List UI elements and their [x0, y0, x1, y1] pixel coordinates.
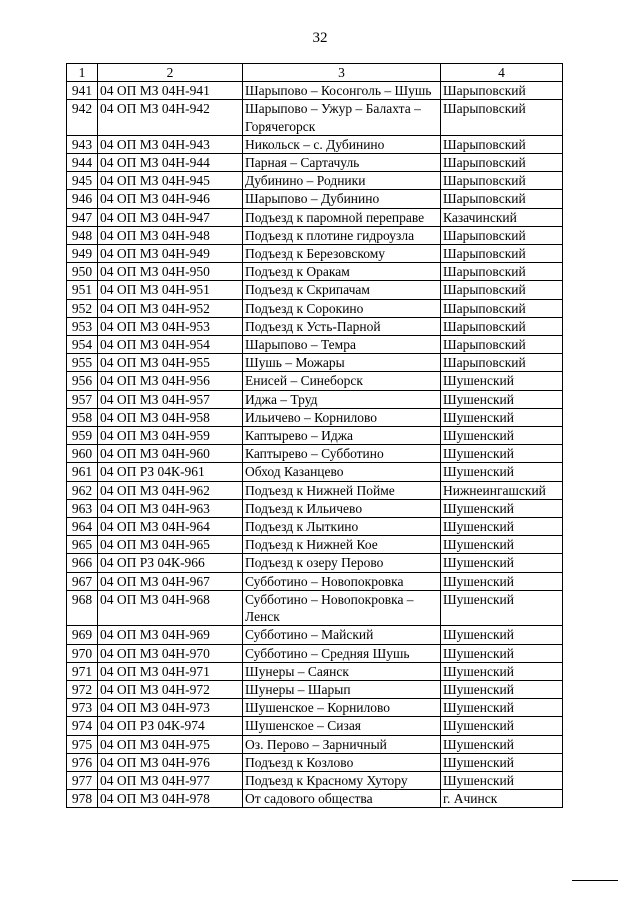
row-number-cell: 966	[67, 554, 98, 572]
road-name-cell: Субботино – Майский	[243, 626, 441, 644]
road-name-cell: Ильичево – Корнилово	[243, 408, 441, 426]
table-row	[67, 735, 563, 753]
row-number-cell: 961	[67, 463, 98, 481]
road-id-cell: 04 ОП МЗ 04Н-963	[98, 499, 243, 517]
row-number-cell: 978	[67, 790, 98, 808]
header-cell: 2	[98, 64, 243, 82]
row-number-cell: 950	[67, 263, 98, 281]
table-row	[67, 135, 563, 153]
road-id-cell: 04 ОП МЗ 04Н-944	[98, 154, 243, 172]
district-cell: Шушенский	[441, 554, 563, 572]
row-number-cell: 955	[67, 354, 98, 372]
footer-line	[572, 880, 618, 881]
district-cell: Шарыповский	[441, 190, 563, 208]
table-row	[67, 299, 563, 317]
table-row	[67, 100, 563, 135]
road-id-cell: 04 ОП МЗ 04Н-949	[98, 245, 243, 263]
district-cell: Шарыповский	[441, 172, 563, 190]
header-cell: 4	[441, 64, 563, 82]
row-number-cell: 953	[67, 317, 98, 335]
row-number-cell: 963	[67, 499, 98, 517]
road-id-cell: 04 ОП МЗ 04Н-958	[98, 408, 243, 426]
road-name-cell: Подъезд к Березовскому	[243, 245, 441, 263]
district-cell: Шушенский	[441, 680, 563, 698]
road-id-cell: 04 ОП МЗ 04Н-973	[98, 699, 243, 717]
road-name-cell: Подъезд к Оракам	[243, 263, 441, 281]
road-id-cell: 04 ОП МЗ 04Н-975	[98, 735, 243, 753]
road-id-cell: 04 ОП МЗ 04Н-948	[98, 226, 243, 244]
table-row	[67, 82, 563, 100]
row-number-cell: 945	[67, 172, 98, 190]
road-id-cell: 04 ОП МЗ 04Н-965	[98, 536, 243, 554]
district-cell: Шушенский	[441, 463, 563, 481]
road-name-cell: Енисей – Синеборск	[243, 372, 441, 390]
row-number-cell: 957	[67, 390, 98, 408]
district-cell: Шарыповский	[441, 135, 563, 153]
district-cell: Шарыповский	[441, 354, 563, 372]
table-row	[67, 354, 563, 372]
row-number-cell: 949	[67, 245, 98, 263]
district-cell: Шарыповский	[441, 226, 563, 244]
table-row	[67, 390, 563, 408]
district-cell: Шушенский	[441, 626, 563, 644]
road-name-cell: Подъезд к паромной переправе	[243, 208, 441, 226]
road-id-cell: 04 ОП МЗ 04Н-955	[98, 354, 243, 372]
road-name-cell: Парная – Сартачуль	[243, 154, 441, 172]
table-row	[67, 445, 563, 463]
district-cell: Шушенский	[441, 735, 563, 753]
road-id-cell: 04 ОП МЗ 04Н-970	[98, 644, 243, 662]
road-id-cell: 04 ОП МЗ 04Н-978	[98, 790, 243, 808]
road-name-cell: Подъезд к Нижней Кое	[243, 536, 441, 554]
row-number-cell: 977	[67, 771, 98, 789]
table-row	[67, 245, 563, 263]
road-id-cell: 04 ОП МЗ 04Н-969	[98, 626, 243, 644]
district-cell: Шушенский	[441, 499, 563, 517]
road-id-cell: 04 ОП МЗ 04Н-945	[98, 172, 243, 190]
district-cell: Шарыповский	[441, 82, 563, 100]
row-number-cell: 956	[67, 372, 98, 390]
road-name-cell: Шарыпово – Косонголь – Шушь	[243, 82, 441, 100]
table-row	[67, 572, 563, 590]
district-cell: Шарыповский	[441, 245, 563, 263]
table-row	[67, 336, 563, 354]
table-row	[67, 554, 563, 572]
road-name-cell: Оз. Перово – Зарничный	[243, 735, 441, 753]
table-row	[67, 753, 563, 771]
row-number-cell: 948	[67, 226, 98, 244]
table-row	[67, 263, 563, 281]
district-cell: Шарыповский	[441, 336, 563, 354]
road-name-cell: Субботино – Новопокровка	[243, 572, 441, 590]
district-cell: Шарыповский	[441, 317, 563, 335]
table-row	[67, 662, 563, 680]
table-row	[67, 427, 563, 445]
road-name-cell: Подъезд к озеру Перово	[243, 554, 441, 572]
district-cell: Шушенский	[441, 662, 563, 680]
road-name-cell: От садового общества	[243, 790, 441, 808]
row-number-cell: 973	[67, 699, 98, 717]
table-row	[67, 680, 563, 698]
table-row	[67, 790, 563, 808]
table-row	[67, 536, 563, 554]
row-number-cell: 959	[67, 427, 98, 445]
row-number-cell: 976	[67, 753, 98, 771]
row-number-cell: 968	[67, 590, 98, 625]
road-id-cell: 04 ОП МЗ 04Н-956	[98, 372, 243, 390]
district-cell: Шарыповский	[441, 299, 563, 317]
district-cell: г. Ачинск	[441, 790, 563, 808]
road-id-cell: 04 ОП МЗ 04Н-954	[98, 336, 243, 354]
road-name-cell: Шушь – Можары	[243, 354, 441, 372]
road-name-cell: Шунеры – Шарып	[243, 680, 441, 698]
road-id-cell: 04 ОП МЗ 04Н-972	[98, 680, 243, 698]
district-cell: Шарыповский	[441, 154, 563, 172]
road-id-cell: 04 ОП МЗ 04Н-941	[98, 82, 243, 100]
district-cell: Шушенский	[441, 536, 563, 554]
table-row	[67, 172, 563, 190]
row-number-cell: 974	[67, 717, 98, 735]
table-body	[67, 82, 563, 808]
table-row	[67, 699, 563, 717]
district-cell: Шушенский	[441, 390, 563, 408]
table-row	[67, 518, 563, 536]
district-cell: Шушенский	[441, 771, 563, 789]
row-number-cell: 941	[67, 82, 98, 100]
road-id-cell: 04 ОП МЗ 04Н-964	[98, 518, 243, 536]
road-id-cell: 04 ОП МЗ 04Н-968	[98, 590, 243, 625]
district-cell: Шушенский	[441, 572, 563, 590]
district-cell: Шушенский	[441, 372, 563, 390]
road-name-cell: Подъезд к Скрипачам	[243, 281, 441, 299]
table-row	[67, 499, 563, 517]
row-number-cell: 951	[67, 281, 98, 299]
table-row	[67, 317, 563, 335]
row-number-cell: 958	[67, 408, 98, 426]
road-name-cell: Шарыпово – Темра	[243, 336, 441, 354]
road-id-cell: 04 ОП МЗ 04Н-971	[98, 662, 243, 680]
header-cell: 1	[67, 64, 98, 82]
road-id-cell: 04 ОП РЗ 04К-974	[98, 717, 243, 735]
road-id-cell: 04 ОП МЗ 04Н-953	[98, 317, 243, 335]
road-name-cell: Субботино – Средняя Шушь	[243, 644, 441, 662]
road-id-cell: 04 ОП МЗ 04Н-942	[98, 100, 243, 135]
table-header-row	[67, 64, 563, 82]
district-cell: Шарыповский	[441, 281, 563, 299]
row-number-cell: 954	[67, 336, 98, 354]
road-id-cell: 04 ОП МЗ 04Н-976	[98, 753, 243, 771]
road-name-cell: Иджа – Труд	[243, 390, 441, 408]
road-name-cell: Шушенское – Корнилово	[243, 699, 441, 717]
row-number-cell: 971	[67, 662, 98, 680]
row-number-cell: 943	[67, 135, 98, 153]
row-number-cell: 969	[67, 626, 98, 644]
district-cell: Шушенский	[441, 717, 563, 735]
district-cell: Шушенский	[441, 699, 563, 717]
road-name-cell: Шушенское – Сизая	[243, 717, 441, 735]
row-number-cell: 944	[67, 154, 98, 172]
district-cell: Шушенский	[441, 753, 563, 771]
table-row	[67, 208, 563, 226]
table-row	[67, 408, 563, 426]
road-name-cell: Подъезд к Усть-Парной	[243, 317, 441, 335]
row-number-cell: 947	[67, 208, 98, 226]
road-name-cell: Подъезд к Сорокино	[243, 299, 441, 317]
table-row	[67, 281, 563, 299]
road-id-cell: 04 ОП РЗ 04К-966	[98, 554, 243, 572]
table-row	[67, 481, 563, 499]
table-row	[67, 463, 563, 481]
road-name-cell: Субботино – Новопокровка – Ленск	[243, 590, 441, 625]
row-number-cell: 970	[67, 644, 98, 662]
row-number-cell: 962	[67, 481, 98, 499]
road-id-cell: 04 ОП МЗ 04Н-960	[98, 445, 243, 463]
row-number-cell: 952	[67, 299, 98, 317]
table-row	[67, 771, 563, 789]
district-cell: Шушенский	[441, 518, 563, 536]
district-cell: Шарыповский	[441, 100, 563, 135]
road-id-cell: 04 ОП МЗ 04Н-962	[98, 481, 243, 499]
row-number-cell: 965	[67, 536, 98, 554]
road-name-cell: Подъезд к Лыткино	[243, 518, 441, 536]
table-row	[67, 226, 563, 244]
table-row	[67, 590, 563, 625]
row-number-cell: 942	[67, 100, 98, 135]
road-name-cell: Каптырево – Субботино	[243, 445, 441, 463]
road-id-cell: 04 ОП МЗ 04Н-943	[98, 135, 243, 153]
road-id-cell: 04 ОП РЗ 04К-961	[98, 463, 243, 481]
district-cell: Шушенский	[441, 644, 563, 662]
header-cell: 3	[243, 64, 441, 82]
table-row	[67, 717, 563, 735]
road-id-cell: 04 ОП МЗ 04Н-959	[98, 427, 243, 445]
road-name-cell: Каптырево – Иджа	[243, 427, 441, 445]
row-number-cell: 960	[67, 445, 98, 463]
road-name-cell: Обход Казанцево	[243, 463, 441, 481]
road-name-cell: Никольск – с. Дубинино	[243, 135, 441, 153]
row-number-cell: 972	[67, 680, 98, 698]
row-number-cell: 946	[67, 190, 98, 208]
district-cell: Казачинский	[441, 208, 563, 226]
table-row	[67, 190, 563, 208]
road-name-cell: Подъезд к Красному Хутору	[243, 771, 441, 789]
district-cell: Нижнеингашский	[441, 481, 563, 499]
roads-table	[66, 63, 563, 808]
page-number: 32	[312, 30, 328, 46]
road-id-cell: 04 ОП МЗ 04Н-967	[98, 572, 243, 590]
road-name-cell: Подъезд к Нижней Пойме	[243, 481, 441, 499]
road-id-cell: 04 ОП МЗ 04Н-952	[98, 299, 243, 317]
row-number-cell: 975	[67, 735, 98, 753]
road-id-cell: 04 ОП МЗ 04Н-957	[98, 390, 243, 408]
road-name-cell: Дубинино – Родники	[243, 172, 441, 190]
road-id-cell: 04 ОП МЗ 04Н-951	[98, 281, 243, 299]
road-id-cell: 04 ОП МЗ 04Н-950	[98, 263, 243, 281]
row-number-cell: 967	[67, 572, 98, 590]
table-row	[67, 372, 563, 390]
road-name-cell: Шунеры – Саянск	[243, 662, 441, 680]
district-cell: Шарыповский	[441, 263, 563, 281]
road-name-cell: Подъезд к Ильичево	[243, 499, 441, 517]
table-row	[67, 154, 563, 172]
road-id-cell: 04 ОП МЗ 04Н-947	[98, 208, 243, 226]
road-name-cell: Шарыпово – Дубинино	[243, 190, 441, 208]
road-name-cell: Подъезд к Козлово	[243, 753, 441, 771]
district-cell: Шушенский	[441, 590, 563, 625]
table-row	[67, 626, 563, 644]
road-name-cell: Подъезд к плотине гидроузла	[243, 226, 441, 244]
road-name-cell: Шарыпово – Ужур – Балахта – Горячегорск	[243, 100, 441, 135]
road-id-cell: 04 ОП МЗ 04Н-977	[98, 771, 243, 789]
district-cell: Шушенский	[441, 445, 563, 463]
district-cell: Шушенский	[441, 427, 563, 445]
road-id-cell: 04 ОП МЗ 04Н-946	[98, 190, 243, 208]
row-number-cell: 964	[67, 518, 98, 536]
district-cell: Шушенский	[441, 408, 563, 426]
table-row	[67, 644, 563, 662]
